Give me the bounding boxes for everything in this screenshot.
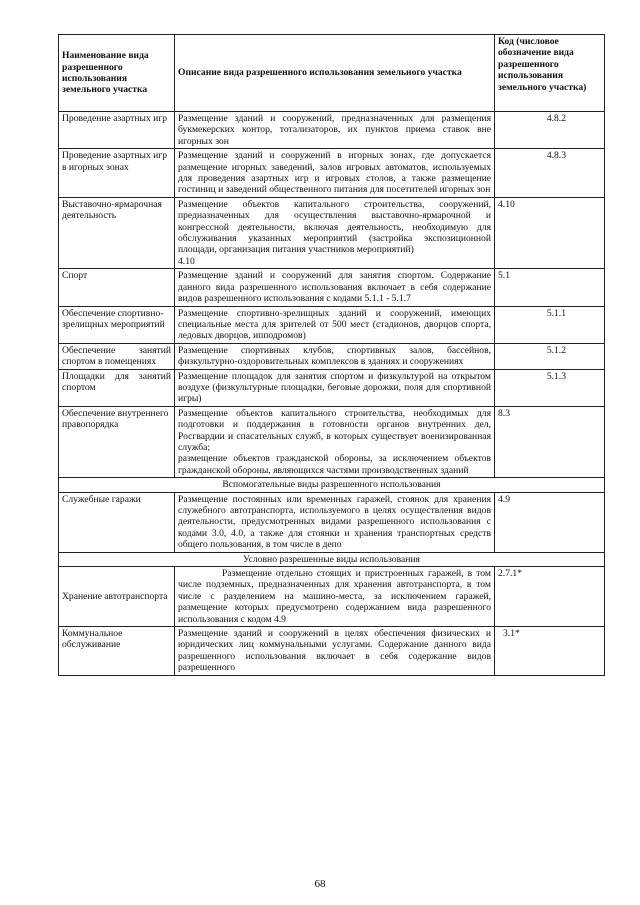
row-description: Размещение постоянных или временных гаражей, стоянок для хранения служебного автотранспорта, используемого в целях осуществления видов деятельности, предусмотренных видами разрешенного использования с кодами 3.0, 4.0, а также для стоянки и хранения транспортных средств общего пользования, в том числе в депо <box>175 492 495 552</box>
row-description: Размещение зданий и сооружений, предназначенных для размещения букмекерских контор, тотализаторов, их пунктов приема ставок вне игорных зон <box>175 112 495 149</box>
table-row <box>59 149 605 198</box>
row-name: Площадки для занятий спортом <box>59 369 175 406</box>
row-code: 2.7.1* <box>495 567 605 627</box>
row-code: 5.1.1 <box>495 306 605 343</box>
row-name: Спорт <box>59 269 175 306</box>
table-row <box>59 306 605 343</box>
row-name: Выставочно-ярмарочная деятельность <box>59 197 175 268</box>
table-row <box>59 197 605 268</box>
row-name: Коммунальное обслуживание <box>59 627 175 676</box>
table-row <box>59 369 605 406</box>
row-description-extra: 4.10 <box>178 255 195 267</box>
row-description-extra: размещение объектов гражданской обороны, за исключением объектов гражданской обороны, являющихся частями производственных зданий <box>178 453 491 476</box>
section-header-row <box>59 552 605 566</box>
section-header-row <box>59 478 605 492</box>
row-code: 8.3 <box>495 406 605 477</box>
row-name: Обеспечение занятий спортом в помещениях <box>59 343 175 369</box>
header-code: Код (числовое обозначение вида разрешенного использования земельного участка) <box>495 35 605 112</box>
row-code: 5.1.2 <box>495 343 605 369</box>
page-number: 68 <box>314 878 326 890</box>
land-use-table <box>58 34 605 676</box>
row-description: Размещение зданий и сооружений в целях обеспечения физических и юридических лиц коммунальными услугами. Содержание данного вида разрешенного использования включает в себя содержание видов разрешенного <box>175 627 495 676</box>
header-description: Описание вида разрешенного использования земельного участка <box>175 35 495 112</box>
row-name: Проведение азартных игр <box>59 112 175 149</box>
row-description <box>175 406 495 477</box>
table-row <box>59 567 605 627</box>
row-description-text: Размещение объектов капитального строительства, сооружений, предназначенных для осуществления выставочно-ярмарочной и конгрессной деятельности, включая деятельность, необходимую для обслуживания указанных мероприятий (застройка экспозиционной площади, организация питания участников мероприятий) <box>178 198 491 256</box>
table-row <box>59 343 605 369</box>
row-code: 4.8.3 <box>495 149 605 198</box>
section-cond-title: Условно разрешенные виды использования <box>59 552 605 566</box>
section-aux-title: Вспомогательные виды разрешенного использования <box>59 478 605 492</box>
table-row <box>59 112 605 149</box>
row-description: Размещение зданий и сооружений в игорных зонах, где допускается размещение игорных заведений, залов игровых автоматов, используемых для проведения азартных игр и игровых столов, а также размещение гостиниц и заведений общественного питания для посетителей игорных зон <box>175 149 495 198</box>
table-row <box>59 269 605 306</box>
row-code: 4.10 <box>495 197 605 268</box>
table-row <box>59 492 605 552</box>
row-code: 5.1.3 <box>495 369 605 406</box>
header-name: Наименование вида разрешенного использования земельного участка <box>59 35 175 112</box>
row-code: 4.8.2 <box>495 112 605 149</box>
row-description: Размещение отдельно стоящих и пристроенных гаражей, в том числе подземных, предназначенных для хранения автотранспорта, в том числе с разделением на машино-места, за исключением гаражей, размещение которых предусмотрено содержанием вида разрешенного использования с кодом 4.9 <box>175 567 495 627</box>
row-code: 5.1 <box>495 269 605 306</box>
row-description: Размещение спортивно-зрелищных зданий и сооружений, имеющих специальные места для зрителей от 500 мест (стадионов, дворцов спорта, ледовых дворцов, ипподромов) <box>175 306 495 343</box>
row-name: Обеспечение спортивно-зрелищных мероприятий <box>59 306 175 343</box>
row-code: 3.1* <box>495 627 605 676</box>
row-description <box>175 197 495 268</box>
table-row <box>59 406 605 477</box>
row-description: Размещение спортивных клубов, спортивных залов, бассейнов, физкультурно-оздоровительных комплексов в зданиях и сооружениях <box>175 343 495 369</box>
row-description-text: Размещение объектов капитального строительства, необходимых для подготовки и поддержания в готовности органов внутренних дел, Росгвардии и спасательных служб, в которых существует военизированная служба; <box>178 407 491 453</box>
row-name: Хранение автотранспорта <box>59 567 175 627</box>
row-name: Обеспечение внутреннего правопорядка <box>59 406 175 477</box>
row-name: Служебные гаражи <box>59 492 175 552</box>
table-row <box>59 627 605 676</box>
row-description: Размещение зданий и сооружений для занятия спортом. Содержание данного вида разрешенного использования включает в себя содержание видов разрешенного использования с кодами 5.1.1 - 5.1.7 <box>175 269 495 306</box>
row-description: Размещение площадок для занятия спортом и физкультурой на открытом воздухе (физкультурные площадки, беговые дорожки, поля для спортивной игры) <box>175 369 495 406</box>
row-code: 4.9 <box>495 492 605 552</box>
table-header-row <box>59 35 605 112</box>
row-name: Проведение азартных игр в игорных зонах <box>59 149 175 198</box>
